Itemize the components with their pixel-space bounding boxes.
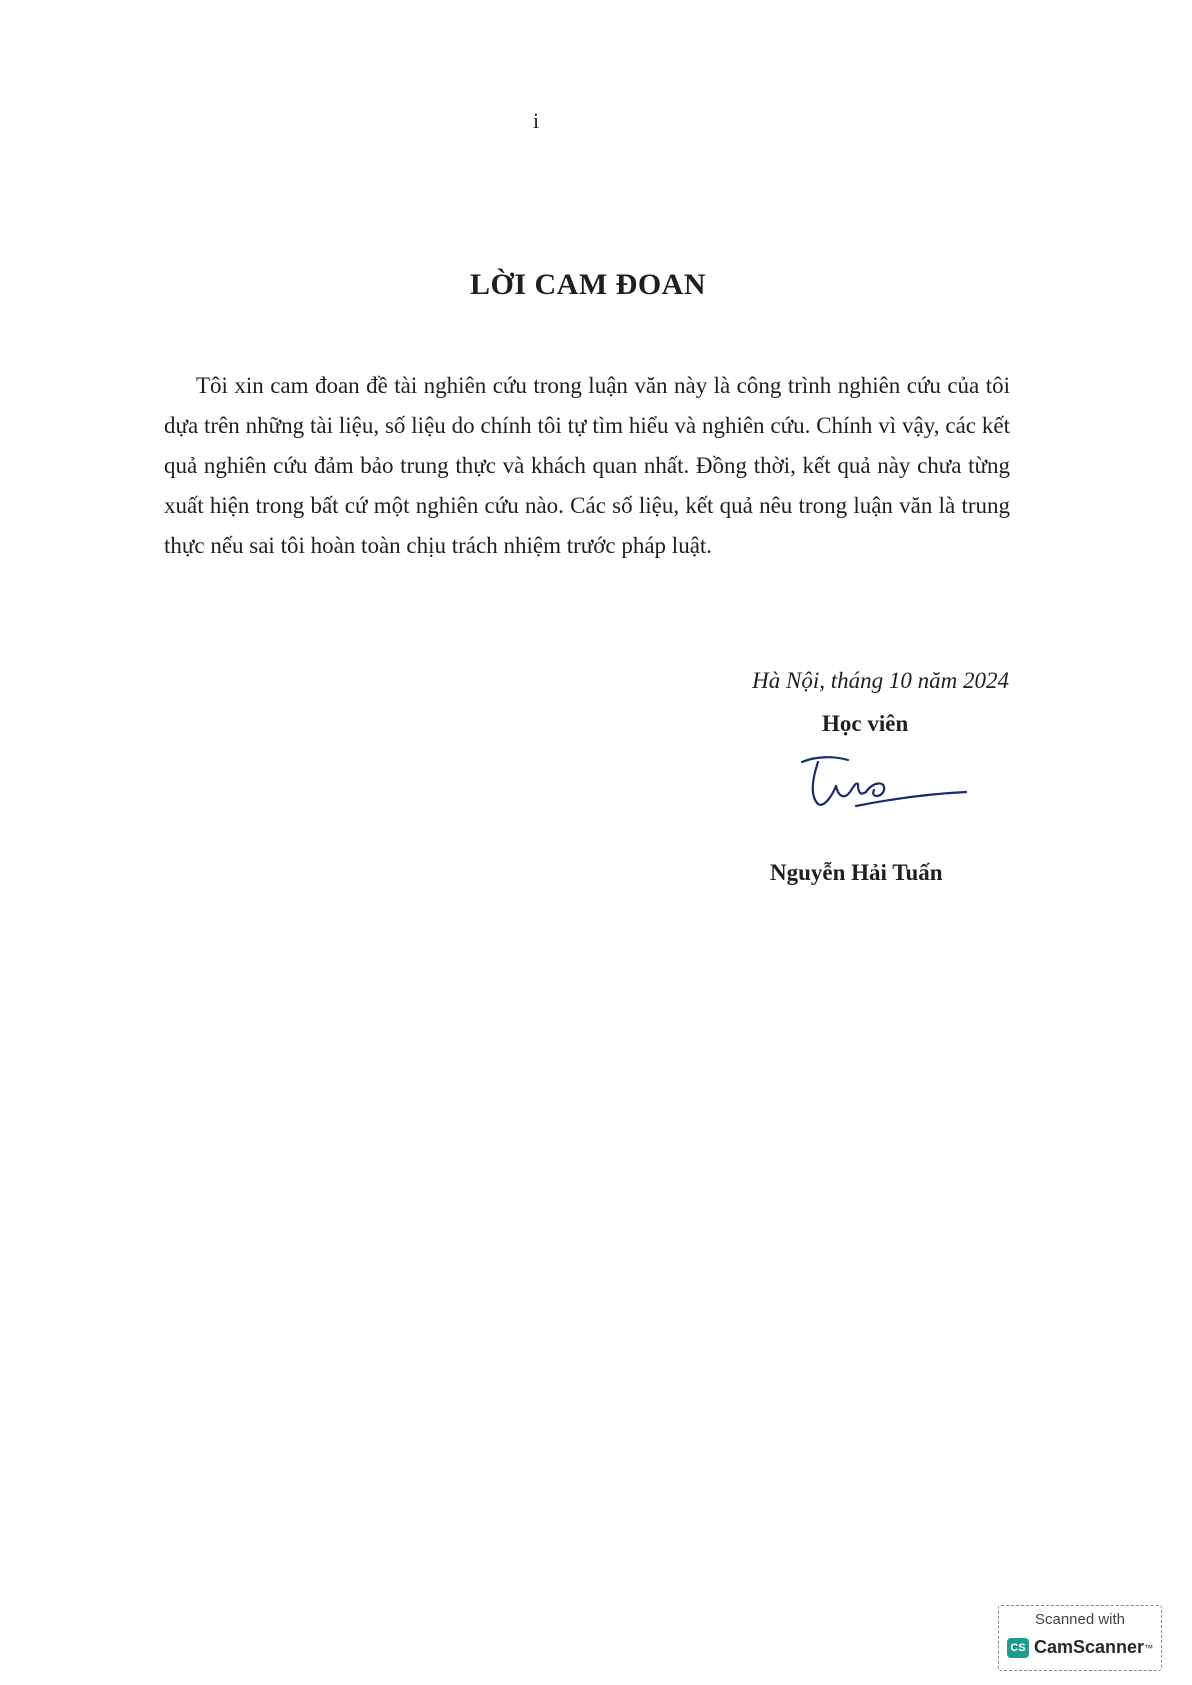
watermark-brand [1007,1637,1153,1658]
camscanner-watermark [998,1605,1162,1671]
place-date: Hà Nội, tháng 10 năm 2024 [752,668,1009,693]
page-title: LỜI CAM ĐOAN [470,268,706,301]
signer-role: Học viên [822,711,909,736]
watermark-caption: Scanned with [1034,1611,1126,1628]
watermark-brand-name: CamScanner [1034,1637,1145,1657]
camscanner-logo-icon: CS [1007,1638,1029,1658]
signer-name: Nguyễn Hải Tuấn [770,860,943,885]
page-number: i [532,108,540,133]
declaration-paragraph: Tôi xin cam đoan đề tài nghiên cứu trong luận văn này là công trình nghiên cứu của tôi dựa trên những tài liệu, số liệu do chính tôi tự tìm hiểu và nghiên cứu. Chính vì vậy, các kết quả nghiên cứu đảm bảo trung thực và khách quan nhất. Đồng thời, kết quả này chưa từng xuất hiện trong bất cứ một nghiên cứu nào. Các số liệu, kết quả nêu trong luận văn là trung thực nếu sai tôi hoàn toàn chịu trách nhiệm trước pháp luật. [164,373,1010,558]
trademark-symbol: ™ [1144,1642,1154,1653]
handwritten-signature [796,752,972,820]
